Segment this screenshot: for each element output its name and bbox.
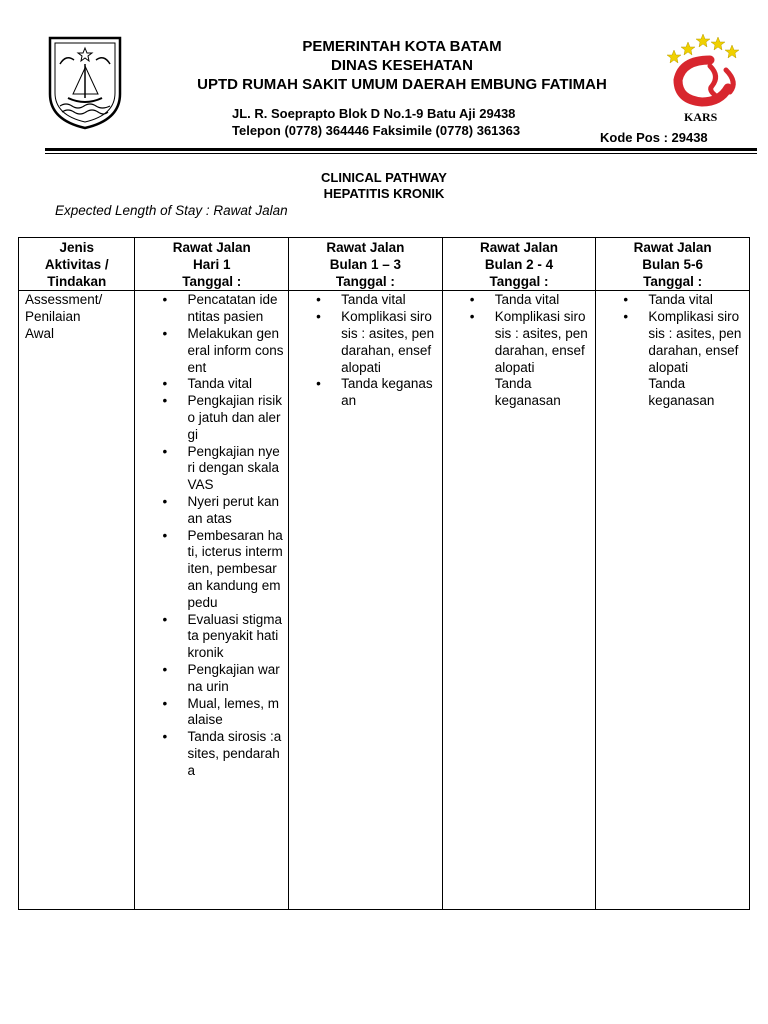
bullet: • bbox=[162, 493, 168, 509]
bullet: • bbox=[162, 611, 168, 627]
day1-cell bbox=[135, 291, 289, 910]
list-item-text: Tanda vital bbox=[648, 292, 713, 308]
header-line: Tindakan bbox=[47, 273, 107, 289]
header-department: DINAS KESEHATAN bbox=[331, 57, 473, 74]
activity-cell bbox=[19, 291, 135, 910]
header-divider-thick bbox=[45, 148, 757, 151]
header-divider-thin bbox=[45, 153, 757, 154]
list-item bbox=[135, 393, 288, 443]
list-item bbox=[135, 494, 288, 528]
header-line: Rawat Jalan bbox=[480, 240, 559, 255]
list-item-text: Komplikasi sirosis : asites, pendarahan, ensefalopati bbox=[648, 309, 742, 375]
list-item bbox=[135, 729, 288, 779]
list-item-text: Tanda sirosis :asites, pendaraha bbox=[187, 729, 282, 778]
activity-line: Penilaian bbox=[25, 309, 81, 325]
list-item bbox=[596, 309, 749, 376]
header-line: Tanggal : bbox=[489, 273, 549, 289]
list-item-text: Evaluasi stigmata penyakit hati kronik bbox=[187, 611, 283, 661]
header-phone: Telepon (0778) 364446 Faksimile (0778) 361363 bbox=[232, 123, 521, 138]
header-line: Bulan 1 – 3 bbox=[329, 256, 402, 272]
list-item-text: Komplikasi sirosis : asites, pendarahan, ensefalopati bbox=[494, 309, 588, 375]
list-item-text: Tanda vital bbox=[187, 376, 253, 392]
header-line: Rawat Jalan bbox=[172, 240, 251, 255]
list-item-text: Tanda vital bbox=[494, 292, 560, 308]
list-item bbox=[135, 292, 288, 326]
month1-3-cell bbox=[289, 291, 443, 910]
bullet: • bbox=[162, 527, 168, 543]
list-item-text: Pembesaran hati, icterus intermiten, pembesaran kandung empedu bbox=[187, 527, 283, 610]
bullet: • bbox=[469, 309, 475, 325]
month1-3-list bbox=[289, 292, 442, 410]
list-item-text: Tanda keganasan bbox=[494, 376, 561, 409]
bullet: • bbox=[316, 309, 321, 325]
bullet: • bbox=[162, 325, 168, 341]
header-line: Rawat Jalan bbox=[633, 240, 712, 255]
bullet: • bbox=[623, 309, 629, 325]
header-government: PEMERINTAH KOTA BATAM bbox=[302, 38, 502, 55]
list-item-text: Pengkajian nyeri dengan skala VAS bbox=[187, 443, 280, 493]
list-item bbox=[596, 292, 749, 309]
header-line: Tanggal : bbox=[643, 273, 703, 289]
bullet: • bbox=[162, 376, 168, 392]
expected-length-of-stay: Expected Length of Stay : Rawat Jalan bbox=[55, 203, 288, 218]
month2-4-list bbox=[443, 292, 596, 376]
bullet: • bbox=[162, 695, 168, 711]
list-item-text: Pengkajian warna urin bbox=[187, 661, 280, 694]
list-item-text: Pencatatan identitas pasien bbox=[187, 292, 278, 325]
list-item bbox=[135, 444, 288, 494]
bullet: • bbox=[162, 292, 168, 308]
bullet: • bbox=[316, 292, 321, 308]
list-item-text: Tanda keganasan bbox=[341, 376, 433, 409]
list-item bbox=[289, 376, 442, 410]
header-line: Tanggal : bbox=[335, 273, 395, 289]
header-day1 bbox=[135, 238, 289, 291]
bullet: • bbox=[162, 729, 168, 745]
header-address: JL. R. Soeprapto Blok D No.1-9 Batu Aji 29438 bbox=[232, 106, 516, 121]
header-activity bbox=[19, 238, 135, 291]
header-month5-6 bbox=[596, 238, 750, 291]
header-month2-4 bbox=[442, 238, 596, 291]
bullet: • bbox=[162, 443, 168, 459]
header-line: Aktivitas / bbox=[44, 256, 109, 272]
activity-line: Awal bbox=[25, 325, 55, 341]
header-postal-code: Kode Pos : 29438 bbox=[600, 130, 708, 145]
list-item-text: Mual, lemes, malaise bbox=[187, 695, 279, 728]
clinical-pathway-table bbox=[18, 237, 750, 910]
list-item-text: Komplikasi sirosis : asites, pendarahan, ensefalopati bbox=[341, 309, 435, 375]
list-item bbox=[135, 528, 288, 612]
header-line: Rawat Jalan bbox=[326, 240, 405, 255]
header-line: Bulan 5-6 bbox=[642, 256, 704, 272]
header-line: Jenis bbox=[59, 240, 94, 255]
list-item bbox=[135, 612, 288, 662]
table-row bbox=[19, 291, 750, 910]
bullet: • bbox=[162, 393, 168, 409]
list-item bbox=[443, 309, 596, 376]
list-item bbox=[289, 309, 442, 376]
list-item bbox=[135, 376, 288, 393]
list-item-text: Pengkajian risiko jatuh dan alergi bbox=[187, 393, 283, 442]
list-item bbox=[135, 326, 288, 376]
document-subtitle: HEPATITIS KRONIK bbox=[323, 186, 445, 201]
bullet: • bbox=[162, 661, 168, 677]
list-item bbox=[135, 696, 288, 730]
activity-line: Assessment/ bbox=[25, 292, 103, 308]
list-item bbox=[443, 292, 596, 309]
header-line: Tanggal : bbox=[182, 273, 242, 289]
month5-6-list bbox=[596, 292, 749, 376]
list-item-text: Nyeri perut kanan atas bbox=[187, 493, 280, 526]
header-line: Bulan 2 - 4 bbox=[484, 256, 554, 272]
month2-4-cell bbox=[442, 291, 596, 910]
list-item bbox=[135, 662, 288, 696]
bullet: • bbox=[623, 292, 629, 308]
table-header-row bbox=[19, 238, 750, 291]
header-line: Hari 1 bbox=[193, 256, 231, 272]
header-hospital: UPTD RUMAH SAKIT UMUM DAERAH EMBUNG FATIMAH bbox=[197, 76, 607, 93]
list-item-text: Melakukan general inform consent bbox=[187, 325, 284, 375]
document-title: CLINICAL PATHWAY bbox=[321, 170, 447, 185]
list-item-text: Tanda vital bbox=[341, 292, 406, 308]
bullet: • bbox=[469, 292, 475, 308]
kars-label: KARS bbox=[684, 110, 718, 124]
bullet: • bbox=[316, 376, 321, 392]
list-item bbox=[289, 292, 442, 309]
day1-list bbox=[135, 292, 288, 779]
list-item-text: Tanda keganasan bbox=[648, 376, 715, 409]
header-month1-3 bbox=[289, 238, 443, 291]
month5-6-cell bbox=[596, 291, 750, 910]
